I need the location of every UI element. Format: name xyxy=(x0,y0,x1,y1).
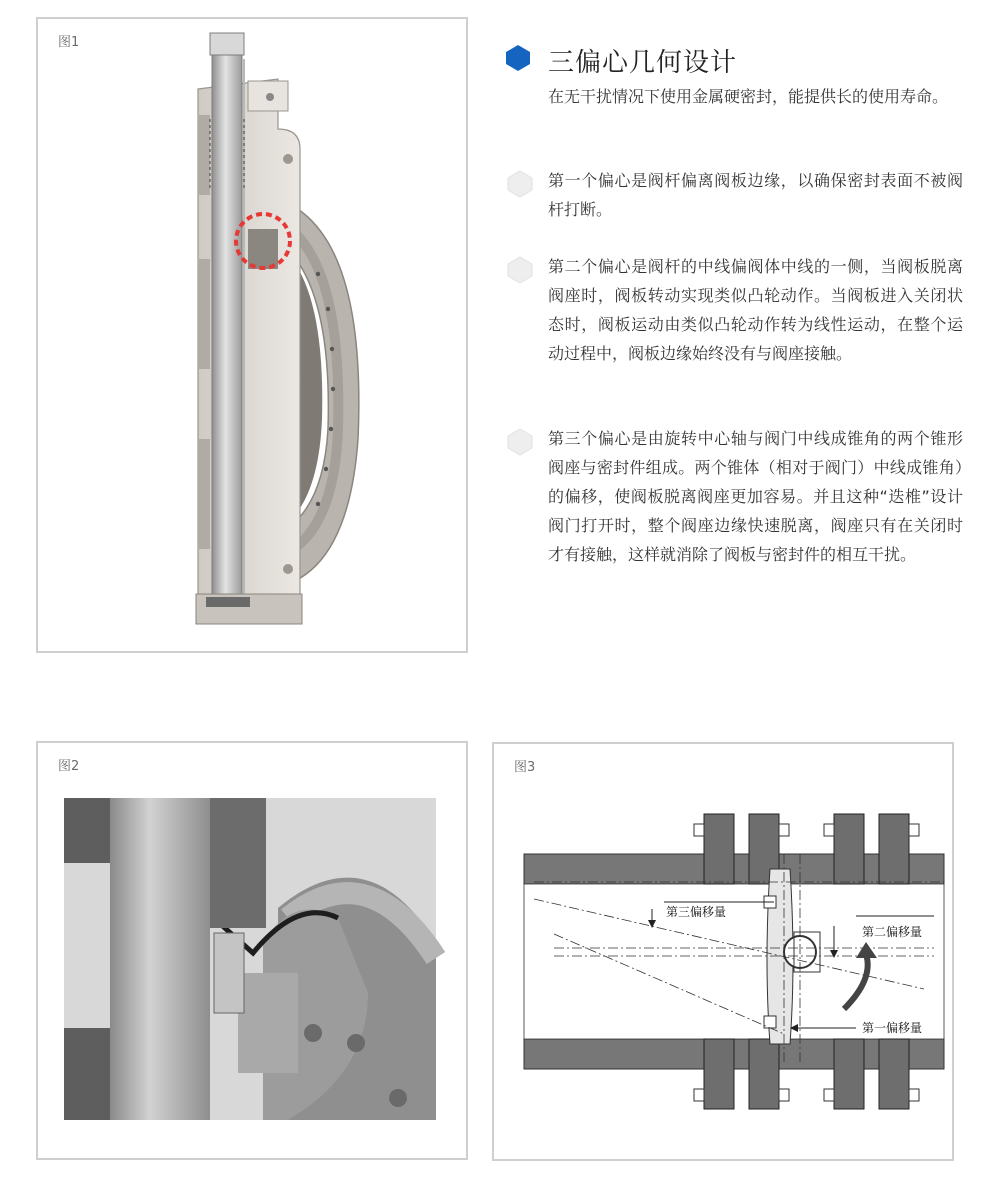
section-title: 三偏心几何设计 xyxy=(548,48,738,78)
second-offset-label: 第二偏移量 xyxy=(862,925,923,939)
description-column xyxy=(505,40,965,564)
gray-hexagon-icon xyxy=(507,428,533,456)
figure-3-label: 图3 xyxy=(514,760,536,775)
section-heading xyxy=(505,40,965,80)
gray-hexagon-icon xyxy=(507,170,533,198)
offset-schematic-diagram xyxy=(494,744,952,1159)
gray-hexagon-icon xyxy=(507,256,533,284)
section-intro: 在无干扰情况下使用金属硬密封，能提供长的使用寿命。 xyxy=(548,87,949,106)
figure-1-label: 图1 xyxy=(58,35,80,50)
eccentric-point-2-text: 第二个偏心是阀杆的中线偏阀体中线的一侧，当阀板脱离阀座时，阀板转动实现类似凸轮动作。当阀板进入关闭状态时，阀板运动由类似凸轮动作转为线性运动，在整个运动过程中，阀板边缘始终没有与阀座接触。 xyxy=(548,257,963,363)
eccentric-point-1-text: 第一个偏心是阀杆偏离阀板边缘，以确保密封表面不被阀杆打断。 xyxy=(548,171,963,219)
figure-2-label: 图2 xyxy=(58,759,80,774)
seal-closeup-illustration xyxy=(38,743,466,1158)
third-offset-label: 第三偏移量 xyxy=(666,905,727,919)
figure-3-panel xyxy=(492,742,954,1161)
blue-hexagon-icon xyxy=(505,44,531,72)
figure-2-panel xyxy=(36,741,468,1160)
figure-1-panel xyxy=(36,17,468,653)
eccentric-point-3-text: 第三个偏心是由旋转中心轴与阀门中线成锥角的两个锥形阀座与密封件组成。两个锥体（相对于阀门）中线成锥角）的偏移，使阀板脱离阀座更加容易。并且这种“迭椎”设计阀门打开时，整个阀座边缘快速脱离，阀座只有在关闭时才有接触，这样就消除了阀板与密封件的相互干扰。 xyxy=(548,429,963,564)
valve-cutaway-illustration xyxy=(38,19,466,651)
first-offset-label: 第一偏移量 xyxy=(862,1021,923,1035)
